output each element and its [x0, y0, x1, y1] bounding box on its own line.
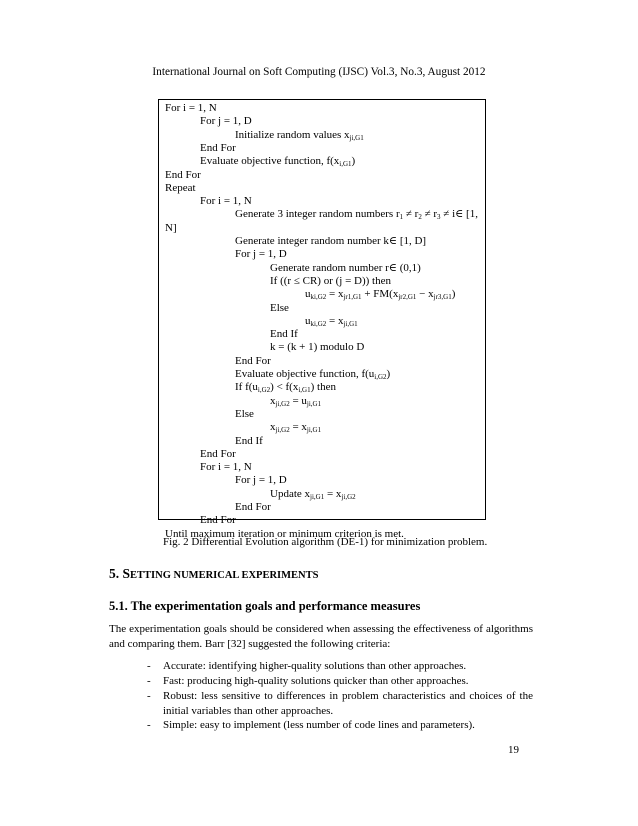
figure-caption: Fig. 2 Differential Evolution algorithm (DE-1) for minimization problem.: [163, 536, 488, 548]
algorithm-line: End For: [235, 501, 271, 513]
algorithm-line: $u_{ki,G2} = x_{ji,G1}$: [305, 314, 358, 328]
algorithm-line: k = (k + 1) modulo D: [270, 341, 365, 354]
algorithm-line: End For: [200, 514, 236, 527]
algorithm-line: Repeat: [165, 181, 196, 194]
bullet-item: Accurate: identifying higher-quality solutions than other approaches.: [163, 660, 467, 672]
algorithm-line: Evaluate objective function, $f(u_{i,G2})$: [235, 368, 391, 381]
algorithm-line: For j = 1, D: [200, 115, 252, 128]
algorithm-line: If $f(u_{i,G2}) < f(x_{i,G1})$ then: [235, 381, 336, 395]
bullet-item: Simple: easy to implement (less number of code lines and parameters).: [163, 719, 475, 731]
algorithm-line: End For: [165, 168, 201, 181]
algorithm-line: Else: [270, 301, 289, 314]
algorithm-line: End For: [200, 447, 236, 460]
algorithm-line: Evaluate objective function, $f(x_{i,G1})$: [200, 155, 356, 169]
bullet-marker: -: [147, 675, 151, 687]
algorithm-line: $u_{ki,G2} = x_{jr1,G1} + FM(x_{jr2,G1} - x_{jr3,G1})$: [305, 288, 456, 302]
algorithm-line: Until maximum iteration or minimum criterion is met.: [165, 527, 404, 540]
algorithm-line: Generate 3 integer random numbers $r_1 \ne r_2 \ne r_3$ ≠ i∈ [1,: [235, 208, 478, 222]
body-paragraph: The experimentation goals should be considered when assessing the effectiveness of algorithms and comparing them. Barr [32] suggested the following criteria:: [109, 623, 533, 650]
algorithm-line: Else: [235, 407, 254, 420]
algorithm-line: End For: [235, 354, 271, 367]
algorithm-line: For i = 1, N: [165, 102, 217, 114]
algorithm-line: Generate random number r∈ (0,1): [270, 261, 421, 274]
bullet-marker: -: [147, 660, 151, 672]
journal-header: International Journal on Soft Computing (IJSC) Vol.3, No.3, August 2012: [152, 66, 486, 78]
algorithm-line: Generate integer random number k∈ [1, D]: [235, 235, 427, 247]
bullet-marker: -: [147, 719, 151, 731]
page-number: 19: [508, 744, 519, 756]
bullet-item: Robust: less sensitive to differences in problem characteristics and choices of the initial variables than other approaches.: [163, 690, 533, 717]
algorithm-line: For i = 1, N: [200, 461, 252, 474]
algorithm-line: End For: [200, 141, 236, 154]
section-title: [109, 566, 318, 582]
subsection-title: 5.1. The experimentation goals and performance measures: [109, 599, 421, 613]
algorithm-line: $x_{ji,G2} = u_{ji,G1}$: [270, 394, 322, 408]
algorithm-line: Update $x_{ji,G1} = x_{ji,G2}$: [270, 487, 356, 501]
section-title-rest: ETTING NUMERICAL EXPERIMENTS: [130, 570, 319, 581]
section-number: 5.: [109, 566, 120, 581]
algorithm-line: Initialize random values $x_{ji,G1}$: [235, 128, 364, 142]
algorithm-box: [158, 99, 486, 540]
algorithm-line: End If: [270, 328, 298, 341]
algorithm-line: If ((r ≤ CR) or (j = D)) then: [270, 274, 391, 287]
algorithm-line: $x_{ji,G2} = x_{ji,G1}$: [270, 421, 322, 435]
algorithm-line: N]: [165, 221, 177, 234]
algorithm-line: End If: [235, 434, 263, 447]
section-first-letter: S: [122, 566, 131, 581]
algorithm-line: For j = 1, D: [235, 474, 287, 487]
algorithm-line: For j = 1, D: [235, 248, 287, 261]
bullet-item: Fast: producing high-quality solutions quicker than other approaches.: [163, 675, 469, 687]
algorithm-line: For i = 1, N: [200, 195, 252, 208]
bullet-marker: -: [147, 690, 151, 702]
